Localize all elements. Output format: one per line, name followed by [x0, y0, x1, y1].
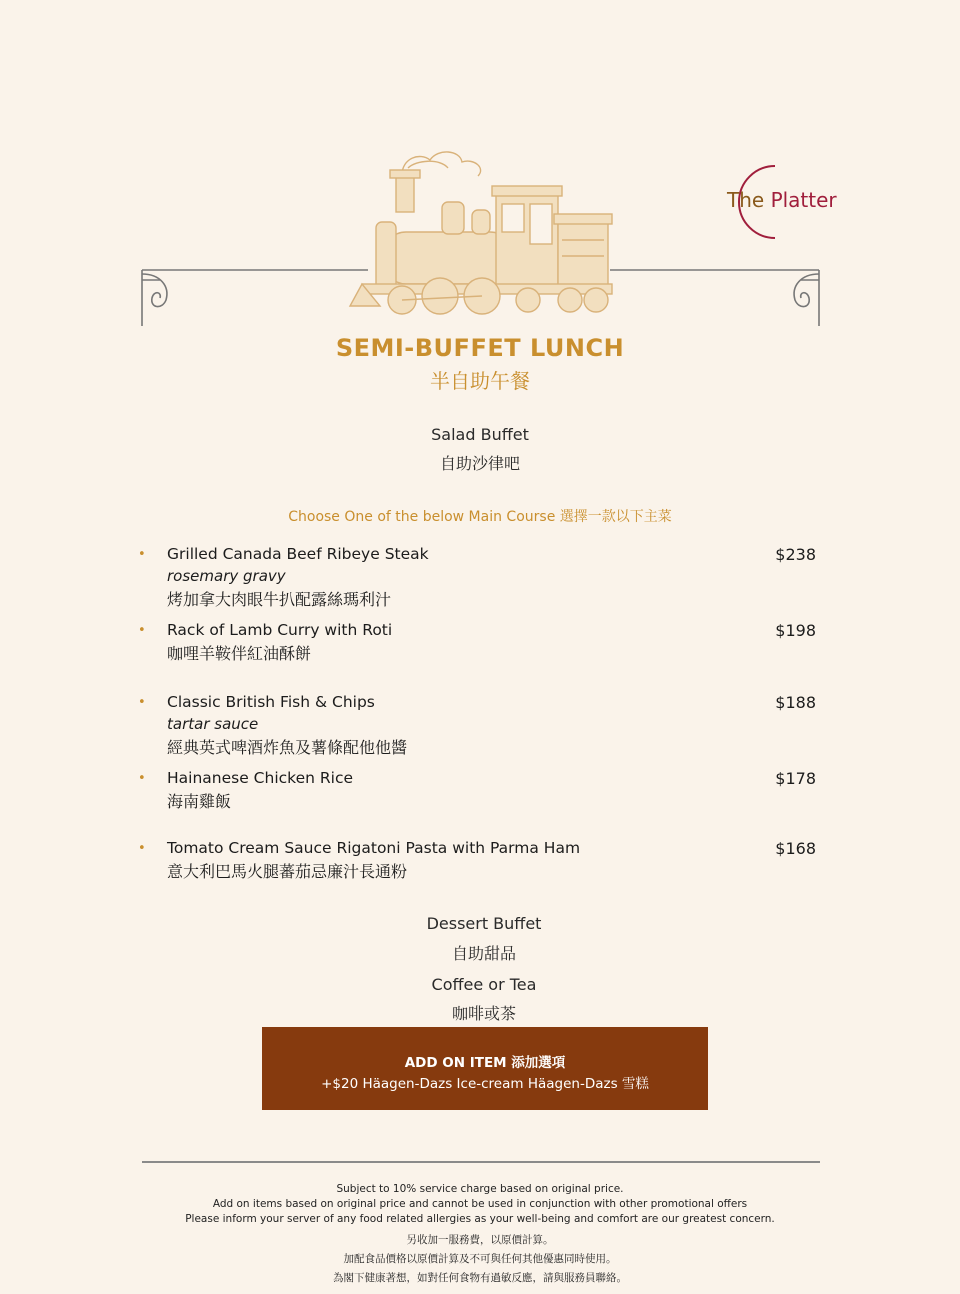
logo-wordmark [727, 188, 837, 212]
locomotive-icon [350, 152, 612, 314]
footer-note-chinese: 另收加一服務費，以原價計算。 [406, 1234, 554, 1246]
bullet-icon: • [138, 841, 146, 856]
salad-buffet-label: Salad Buffet [431, 425, 529, 444]
add-on-title: ADD ON ITEM 添加選項 [404, 1055, 566, 1071]
menu-item-name-chinese: 經典英式啤酒炸魚及薯條配他他醬 [167, 738, 408, 757]
menu-item-price: $198 [775, 621, 816, 640]
footer-note-chinese: 加配食品價格以原價計算及不可與任何其他優惠同時使用。 [343, 1253, 617, 1265]
page-title-chinese: 半自助午餐 [430, 369, 530, 393]
menu-item-price: $168 [775, 839, 816, 858]
left-rail-bracket [142, 270, 368, 326]
menu-item [138, 693, 818, 755]
add-on-item: +$20 Häagen-Dazs Ice-cream Häagen-Dazs 雪糕 [321, 1076, 649, 1092]
menu-item-price: $188 [775, 693, 816, 712]
bullet-icon: • [138, 695, 146, 710]
menu-item-name-chinese: 海南雞飯 [167, 792, 232, 811]
menu-item-name: Hainanese Chicken Rice [167, 769, 353, 787]
menu-item-name-chinese: 咖哩羊鞍伴紅油酥餅 [167, 644, 312, 663]
the-platter-logo [705, 160, 835, 245]
salad-buffet-label-chinese: 自助沙律吧 [439, 454, 520, 473]
menu-item-name-chinese: 意大利巴馬火腿蕃茄忌廉汁長通粉 [167, 862, 408, 881]
menu-item [138, 769, 818, 813]
menu-item-name: Tomato Cream Sauce Rigatoni Pasta with Parma Ham [167, 839, 581, 857]
right-rail-bracket [610, 270, 819, 326]
menu-item-name: Grilled Canada Beef Ribeye Steak [167, 545, 429, 563]
footer-note: Please inform your server of any food related allergies as your well-being and comfort are our greatest concern. [185, 1213, 775, 1225]
bullet-icon: • [138, 623, 146, 638]
bullet-icon: • [138, 547, 146, 562]
coffee-tea-label: Coffee or Tea [431, 975, 537, 994]
bullet-icon: • [138, 771, 146, 786]
logo-text-the: The [727, 188, 771, 212]
coffee-tea-label-chinese: 咖啡或茶 [451, 1004, 516, 1023]
logo-text-platter: Platter [770, 188, 837, 212]
footer-divider [142, 1161, 820, 1163]
footer-note-chinese: 為閣下健康著想，如對任何食物有過敏反應，請與服務員聯絡。 [333, 1272, 627, 1284]
dessert-buffet-label-chinese: 自助甜品 [451, 944, 516, 963]
menu-item [138, 839, 818, 883]
menu-item-name: Classic British Fish & Chips [167, 693, 375, 711]
menu-item-name-chinese: 烤加拿大肉眼牛扒配露絲瑪利汁 [167, 590, 392, 609]
menu-item [138, 621, 818, 665]
menu-item-sauce: tartar sauce [167, 715, 259, 733]
footer-note: Subject to 10% service charge based on original price. [336, 1183, 624, 1195]
page-title: SEMI-BUFFET LUNCH [335, 334, 625, 362]
add-on-banner [262, 1027, 708, 1110]
menu-item-sauce: rosemary gravy [167, 567, 286, 585]
menu-item [138, 545, 818, 607]
menu-item-price: $238 [775, 545, 816, 564]
dessert-buffet-label: Dessert Buffet [426, 914, 542, 933]
main-course-instruction: Choose One of the below Main Course 選擇一款以下主菜 [288, 509, 672, 525]
footer-note: Add on items based on original price and cannot be used in conjunction with other promotional offers [212, 1198, 748, 1210]
menu-item-price: $178 [775, 769, 816, 788]
menu-item-name: Rack of Lamb Curry with Roti [167, 621, 393, 639]
